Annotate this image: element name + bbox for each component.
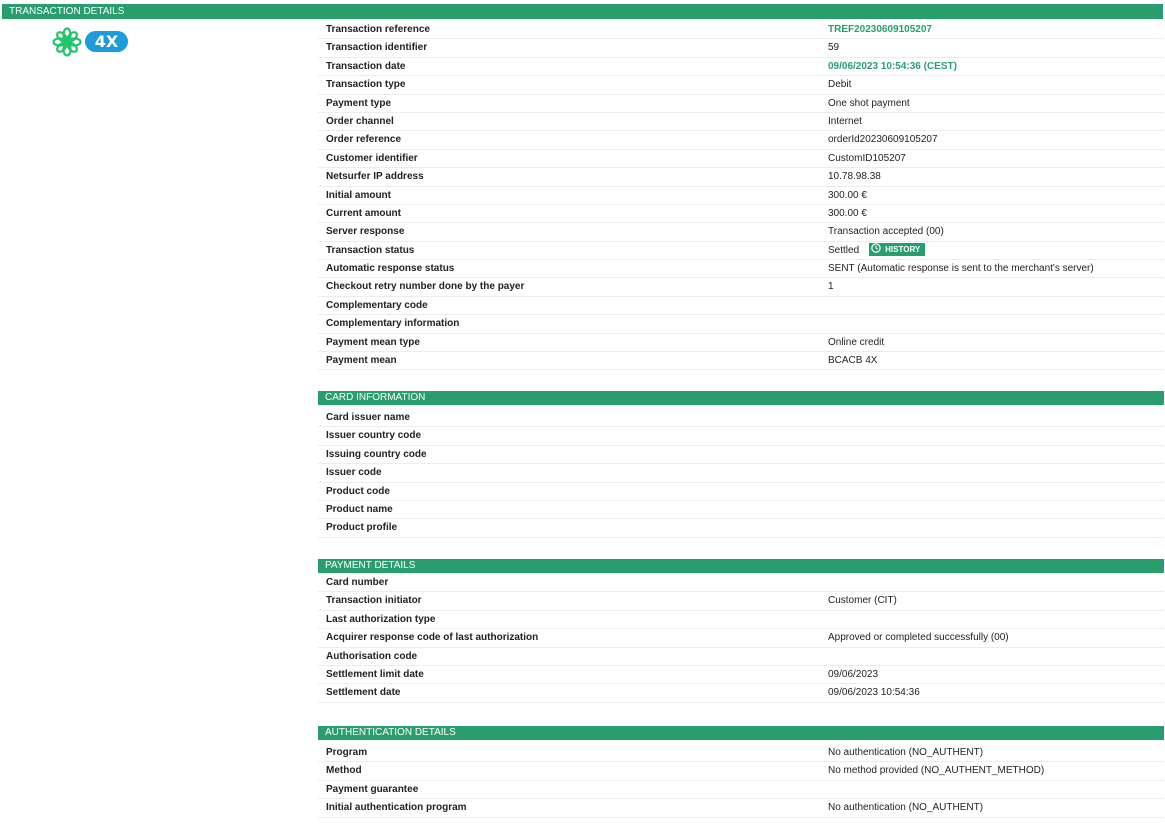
- detail-value-text: No method provided (NO_AUTHENT_METHOD): [828, 765, 1045, 777]
- detail-label: Payment guarantee: [326, 783, 419, 795]
- transaction-details-title: TRANSACTION DETAILS: [9, 6, 125, 17]
- detail-label: Settlement limit date: [326, 668, 424, 680]
- detail-row: [318, 39, 1164, 57]
- detail-row: [318, 297, 1164, 315]
- detail-row: [318, 58, 1164, 76]
- detail-value: [828, 187, 867, 205]
- detail-value-text: 1: [828, 281, 834, 293]
- detail-row: [318, 666, 1164, 684]
- detail-row: [318, 223, 1164, 241]
- detail-row: [318, 205, 1164, 223]
- detail-value: [828, 58, 957, 76]
- detail-value: [828, 762, 1044, 780]
- detail-value-text: Debit: [828, 79, 852, 91]
- detail-value: [828, 205, 867, 223]
- detail-value: [828, 744, 983, 762]
- detail-row: [318, 464, 1164, 482]
- card-information-section: [318, 391, 1164, 538]
- detail-row: [318, 762, 1164, 780]
- detail-row: [318, 501, 1164, 519]
- detail-row: [318, 242, 1164, 260]
- detail-row: [318, 409, 1164, 427]
- detail-label: Complementary code: [326, 299, 428, 311]
- detail-label: Product profile: [326, 522, 398, 534]
- detail-row: [318, 76, 1164, 94]
- detail-row: [318, 519, 1164, 537]
- detail-label: Acquirer response code of last authorization: [326, 632, 539, 644]
- detail-label: Netsurfer IP address: [326, 171, 424, 183]
- detail-label: Automatic response status: [326, 263, 455, 275]
- detail-row: [318, 629, 1164, 647]
- detail-label: Issuing country code: [326, 448, 427, 460]
- detail-row: [318, 187, 1164, 205]
- detail-row: [318, 352, 1164, 370]
- detail-value-text: Transaction accepted (00): [828, 226, 944, 238]
- detail-value: [828, 150, 906, 168]
- detail-row: [318, 744, 1164, 762]
- installment-badge: 4X: [85, 31, 128, 52]
- detail-label: Initial authentication program: [326, 802, 467, 814]
- detail-label: Transaction type: [326, 79, 406, 91]
- detail-value-text: orderId20230609105207: [828, 134, 938, 146]
- detail-value-text: 300.00 €: [828, 207, 867, 219]
- detail-value-text: 09/06/2023 10:54:36: [828, 687, 920, 699]
- detail-value: [828, 95, 910, 113]
- detail-label: Customer identifier: [326, 152, 418, 164]
- detail-row: [318, 278, 1164, 296]
- detail-value: [828, 76, 851, 94]
- detail-value: [828, 168, 881, 186]
- history-clock-icon: [871, 243, 881, 253]
- detail-label: Transaction reference: [326, 24, 430, 35]
- detail-value: [828, 242, 925, 260]
- detail-label: Settlement date: [326, 687, 401, 699]
- detail-value: [828, 334, 884, 352]
- detail-value-text: 09/06/2023: [828, 668, 879, 680]
- detail-value-text: 09/06/2023 10:54:36 (CEST): [828, 60, 957, 72]
- payment-details-header: PAYMENT DETAILS: [318, 559, 1164, 573]
- detail-row: [318, 315, 1164, 333]
- transaction-details-table: [318, 21, 1164, 370]
- detail-row: [318, 131, 1164, 149]
- authentication-details-header: AUTHENTICATION DETAILS: [318, 726, 1164, 740]
- detail-label: Server response: [326, 226, 405, 238]
- detail-label: Initial amount: [326, 189, 391, 201]
- detail-label: Card issuer name: [326, 412, 410, 423]
- detail-value-text: No authentication (NO_AUTHENT): [828, 747, 984, 758]
- detail-value: [828, 629, 1009, 647]
- detail-label: Payment type: [326, 97, 392, 109]
- history-button[interactable]: [869, 243, 925, 256]
- detail-value: [828, 666, 878, 684]
- detail-value-text: TREF20230609105207: [828, 24, 932, 35]
- detail-label: Program: [326, 747, 368, 758]
- detail-row: [318, 483, 1164, 501]
- detail-label: Transaction date: [326, 60, 406, 72]
- detail-row: [318, 150, 1164, 168]
- history-button-label: HISTORY: [885, 244, 921, 254]
- detail-value: [828, 352, 877, 370]
- detail-row: [318, 446, 1164, 464]
- detail-label: Transaction status: [326, 244, 415, 256]
- detail-row: [318, 260, 1164, 278]
- detail-row: [318, 95, 1164, 113]
- payment-details-section: [318, 559, 1164, 703]
- detail-row: [318, 334, 1164, 352]
- flower-icon: [52, 27, 82, 57]
- detail-value: [828, 223, 944, 241]
- detail-label: Method: [326, 765, 362, 777]
- detail-label: Product code: [326, 485, 390, 497]
- detail-value-text: 300.00 €: [828, 189, 867, 201]
- detail-value: [828, 131, 938, 149]
- detail-label: Transaction initiator: [326, 595, 422, 607]
- detail-label: Checkout retry number done by the payer: [326, 281, 525, 293]
- detail-label: Order reference: [326, 134, 402, 146]
- detail-label: Issuer country code: [326, 430, 422, 442]
- detail-label: Payment mean type: [326, 336, 420, 348]
- detail-row: [318, 574, 1164, 592]
- detail-row: [318, 799, 1164, 817]
- detail-label: Last authorization type: [326, 613, 436, 625]
- payment-method-logo: [52, 27, 132, 57]
- detail-value-text: No authentication (NO_AUTHENT): [828, 802, 984, 814]
- detail-value: [828, 260, 1094, 278]
- detail-row: [318, 168, 1164, 186]
- transaction-details-header: [2, 4, 1163, 19]
- detail-label: Order channel: [326, 115, 394, 127]
- detail-row: [318, 113, 1164, 131]
- detail-value: [828, 39, 839, 57]
- detail-value-text: BCACB 4X: [828, 355, 878, 367]
- detail-value: [828, 278, 834, 296]
- detail-value-text: CustomID105207: [828, 152, 906, 164]
- detail-label: Authorisation code: [326, 650, 418, 662]
- detail-label: Transaction identifier: [326, 42, 428, 54]
- detail-label: Product name: [326, 503, 393, 515]
- detail-value: [828, 113, 862, 131]
- detail-label: Card number: [326, 577, 389, 588]
- detail-value: [828, 799, 983, 817]
- detail-value-text: Settled: [828, 244, 860, 256]
- detail-value-text: One shot payment: [828, 97, 910, 109]
- detail-value-text: Approved or completed successfully (00): [828, 632, 1009, 644]
- detail-row: [318, 592, 1164, 610]
- detail-value-text: 59: [828, 42, 840, 54]
- detail-row: [318, 427, 1164, 445]
- detail-value-text: 10.78.98.38: [828, 171, 881, 183]
- detail-row: [318, 648, 1164, 666]
- detail-value-text: Online credit: [828, 336, 885, 348]
- detail-value-text: SENT (Automatic response is sent to the merchant's server): [828, 263, 1094, 275]
- detail-value-text: Customer (CIT): [828, 595, 897, 607]
- detail-value-text: Internet: [828, 115, 862, 127]
- detail-value: [828, 684, 920, 702]
- detail-value: [828, 21, 932, 39]
- detail-label: Complementary information: [326, 318, 460, 330]
- detail-row: [318, 684, 1164, 702]
- detail-label: Payment mean: [326, 355, 397, 367]
- detail-value: [828, 592, 897, 610]
- detail-row: [318, 21, 1164, 39]
- authentication-details-section: [318, 726, 1164, 818]
- detail-label: Current amount: [326, 207, 401, 219]
- detail-label: Issuer code: [326, 467, 382, 479]
- detail-row: [318, 611, 1164, 629]
- detail-row: [318, 781, 1164, 799]
- card-information-header: CARD INFORMATION: [318, 391, 1164, 405]
